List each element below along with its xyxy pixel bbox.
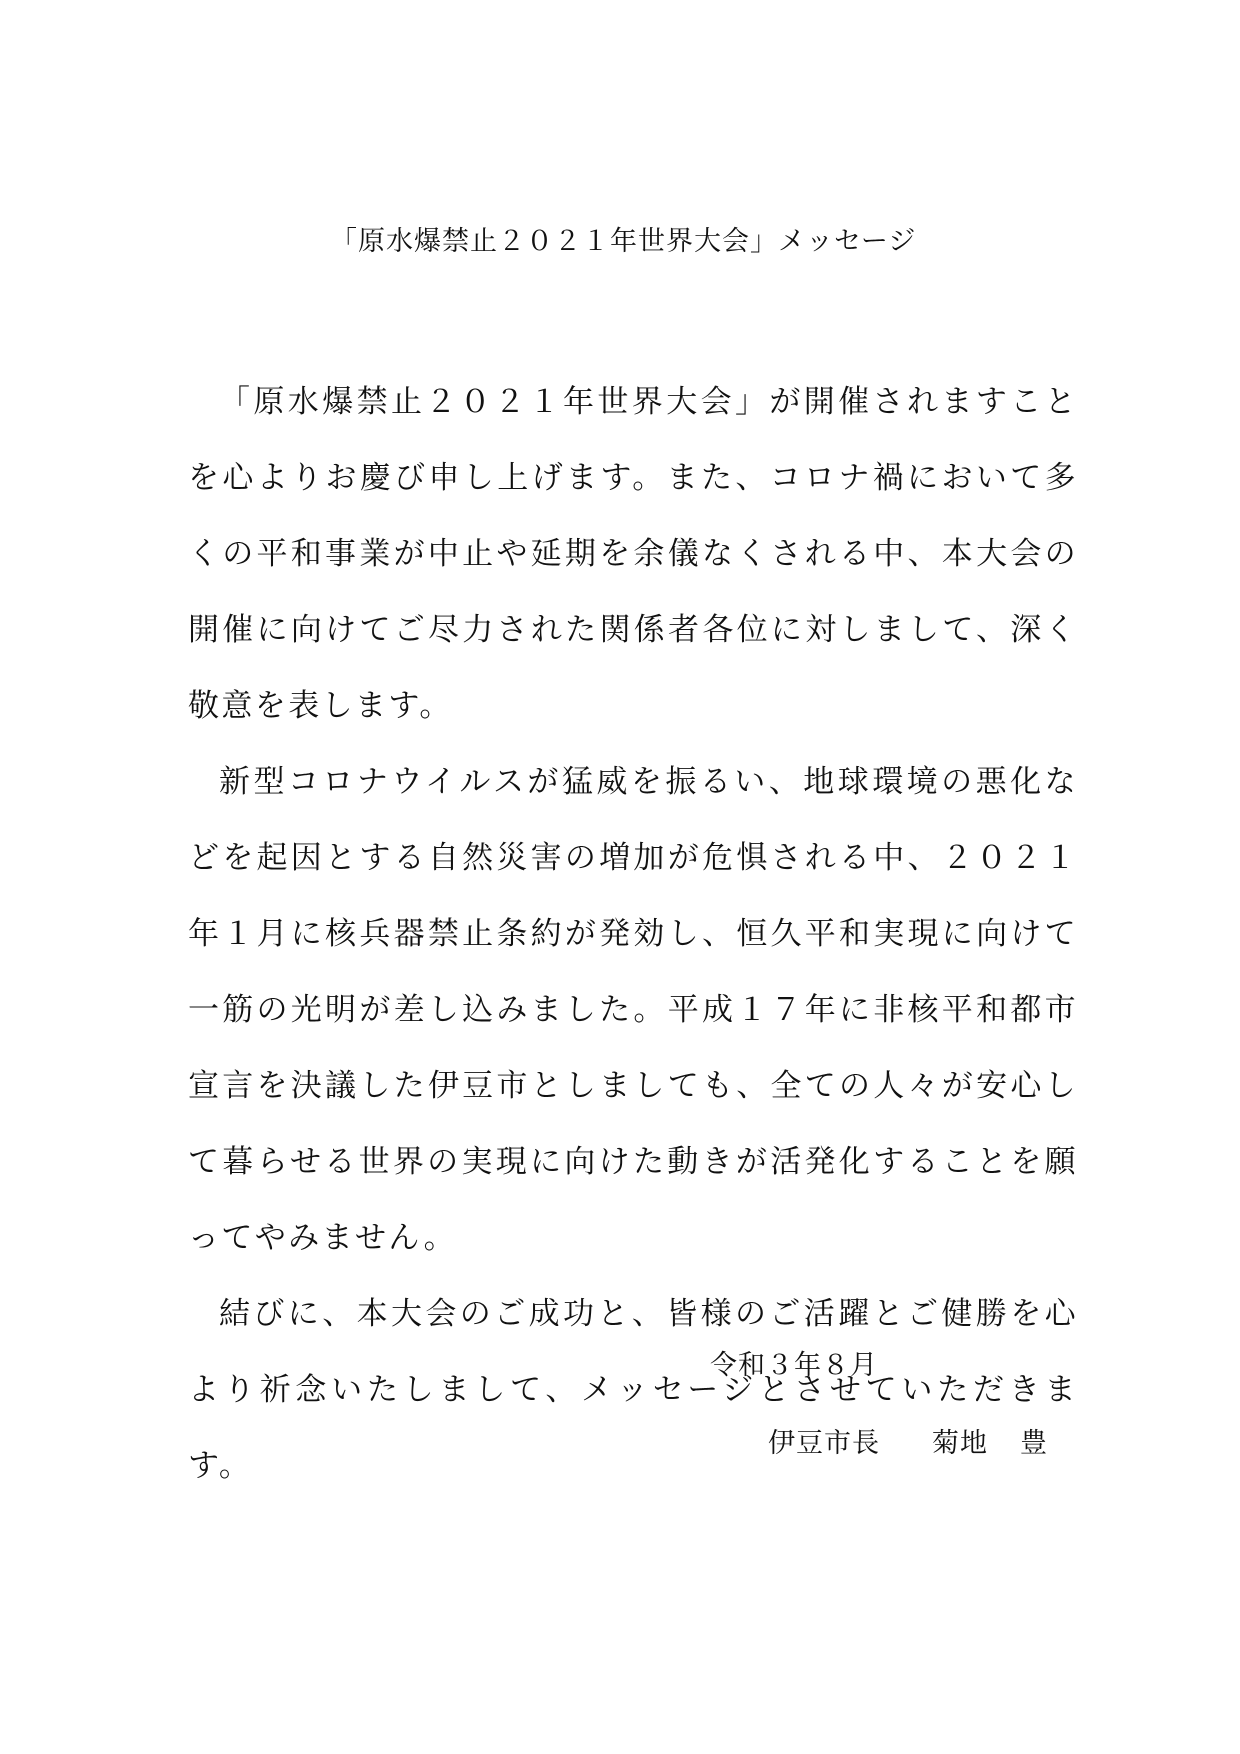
document-date: 令和３年８月 <box>710 1350 878 1381</box>
document-title: 「原水爆禁止２０２１年世界大会」メッセージ <box>330 226 917 257</box>
message-body <box>188 364 1078 1504</box>
signature-block <box>768 1424 1048 1464</box>
paragraph-main: 新型コロナウイルスが猛威を振るい、地球環境の悪化などを起因とする自然災害の増加が危惧される中、２０２１年１月に核兵器禁止条約が発効し、恒久平和実現に向けて一筋の光明が差し込みました。平成１７年に非核平和都市宣言を決議した伊豆市としましても、全ての人々が安心して暮らせる世界の実現に向けた動きが活発化することを願ってやみません。 <box>188 764 1078 1256</box>
paragraph-closing: 結びに、本大会のご成功と、皆様のご活躍とご健勝を心より祈念いたしまして、メッセージとさせていただきます。 <box>188 1296 1078 1484</box>
signature-given-name: 豊 <box>1020 1428 1048 1459</box>
signature-position: 伊豆市長 <box>768 1428 880 1459</box>
paragraph-greeting: 「原水爆禁止２０２１年世界大会」が開催されますことを心よりお慶び申し上げます。また、コロナ禍において多くの平和事業が中止や延期を余儀なくされる中、本大会の開催に向けてご尽力された関係者各位に対しまして、深く敬意を表します。 <box>188 384 1078 724</box>
signature-surname: 菊地 <box>932 1428 988 1459</box>
